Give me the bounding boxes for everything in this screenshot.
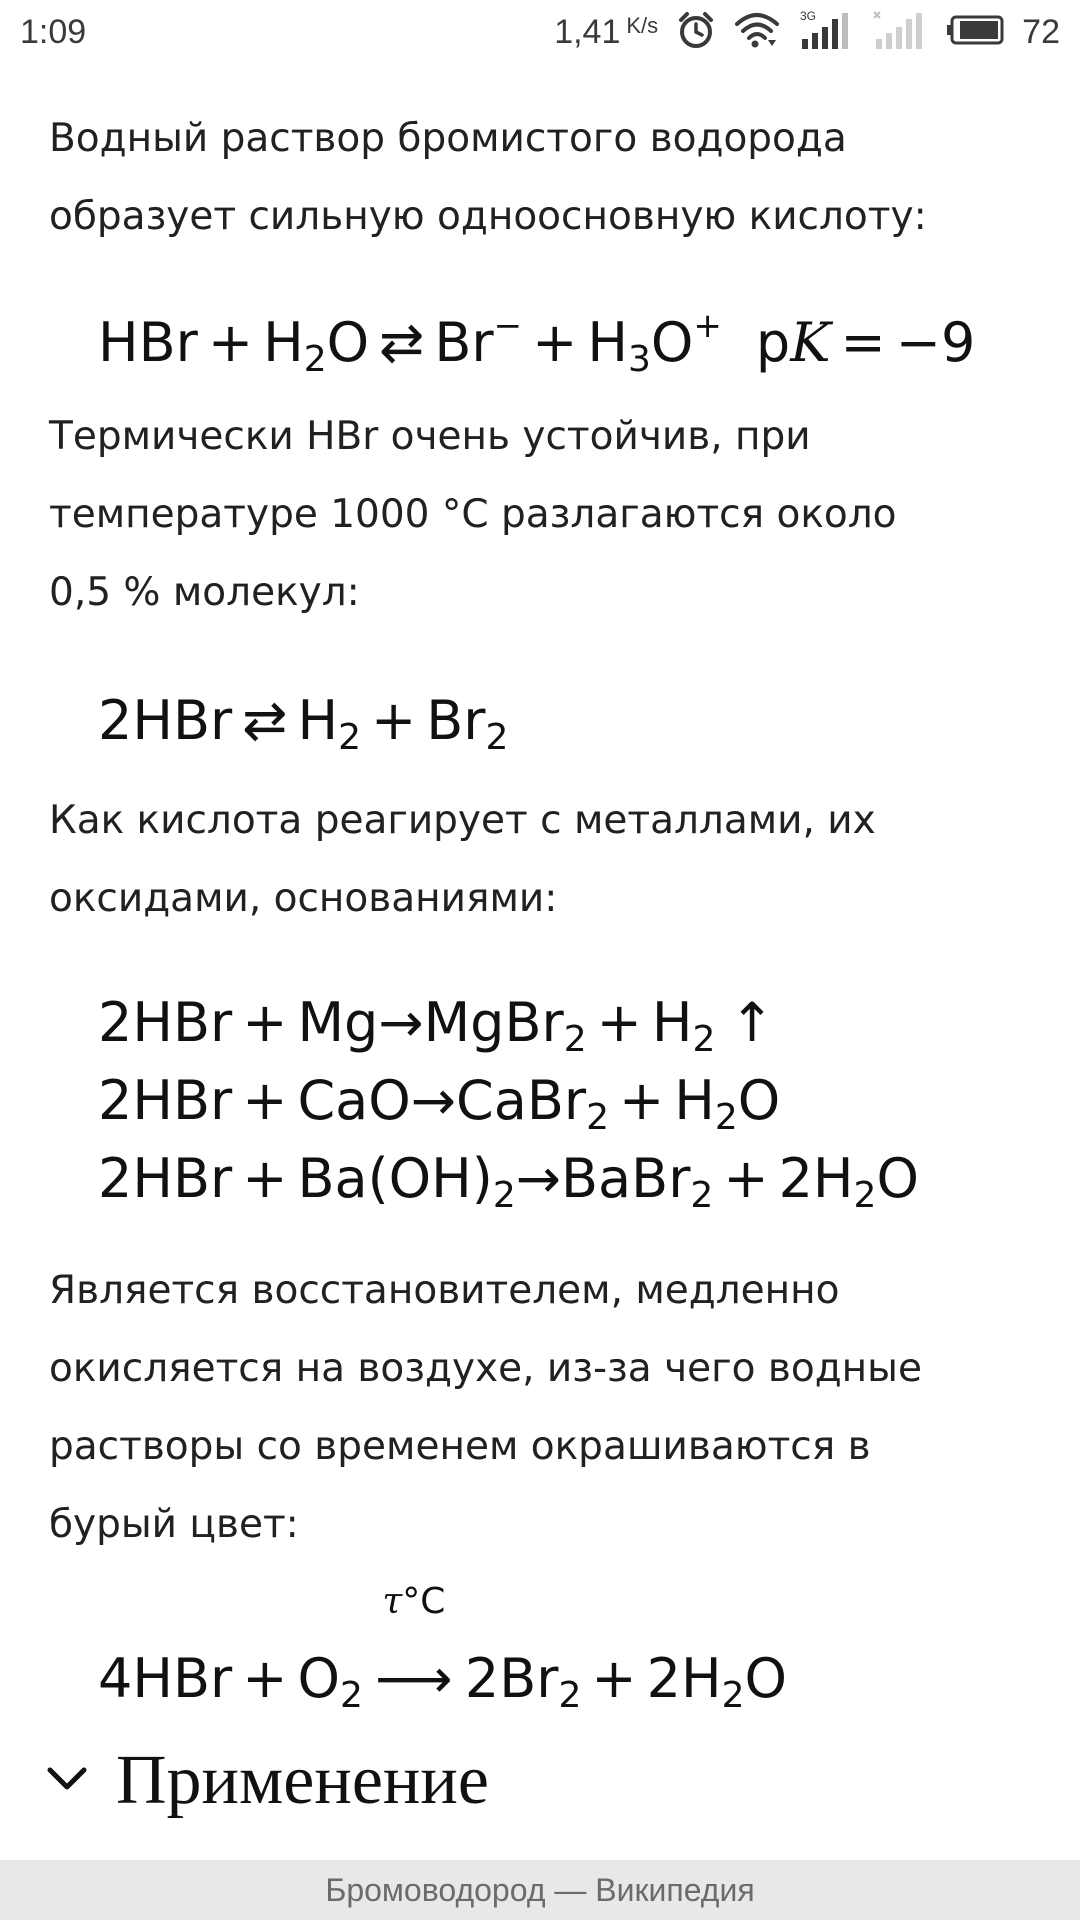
reaction-arrow-heat: τ°C ⟶: [375, 1581, 453, 1710]
formula-reaction-cao: 2HBr + CaO→CaBr$_2$ + $H_2O$: [98, 1069, 781, 1138]
formula-oxidation: $4HBr + O_2$ τ°C ⟶ $2Br_2 + 2H_2O$: [98, 1581, 788, 1716]
battery-icon: [946, 15, 1004, 50]
section-title: Применение: [116, 1742, 489, 1819]
bottom-page-title-bar[interactable]: [0, 1860, 1080, 1920]
network-speed-value: 1,41: [554, 13, 621, 51]
status-icons: [554, 10, 1060, 54]
formula-reaction-mg: 2HBr + Mg→MgBr$_2$ + $H_2$ ↑: [98, 991, 775, 1060]
formula-reaction-baoh: $2HBr + Ba(OH)_2\to BaBr_2 + 2H_2O$: [98, 1147, 919, 1216]
status-time: 1:09: [20, 13, 87, 51]
paragraph-dissociation: Водный раствор бромистого водорода образует сильную одноосновную кислоту:: [49, 116, 927, 239]
status-bar: [0, 0, 1080, 66]
formula-dissociation: HBr + $H_2O$ ⇄ $Br^- + H_3O^+$ pK = −9: [98, 306, 976, 380]
network-speed-unit: K/s: [626, 13, 659, 38]
network-speed: [554, 12, 658, 52]
section-toggle-application[interactable]: [46, 1736, 489, 1826]
paragraph-reducing-agent: Является восстановителем, медленно окисляется на воздухе, из-за чего водные растворы со временем окрашиваются в бурый цвет:: [49, 1268, 922, 1547]
battery-percent: 72: [1022, 13, 1060, 51]
wifi-icon: [734, 10, 780, 55]
article-content[interactable]: [0, 66, 1080, 1856]
formula-decomposition: 2HBr ⇄ $H_2 + Br_2$: [98, 689, 509, 758]
paragraph-thermal-stability: Термически HBr очень устойчив, при температуре 1000 °C разлагаются около 0,5 % молекул:: [49, 414, 897, 615]
svg-text:3G: 3G: [800, 8, 817, 23]
signal-strength-icon: [798, 9, 854, 56]
chevron-down-icon[interactable]: [46, 1764, 88, 1799]
paragraph-acid-reactions: Как кислота реагирует с металлами, их оксидами, основаниями:: [49, 798, 876, 921]
page-title: Бромоводород — Википедия: [325, 1871, 755, 1908]
signal-strength-secondary-icon: [872, 9, 928, 56]
alarm-clock-icon: [676, 10, 716, 55]
